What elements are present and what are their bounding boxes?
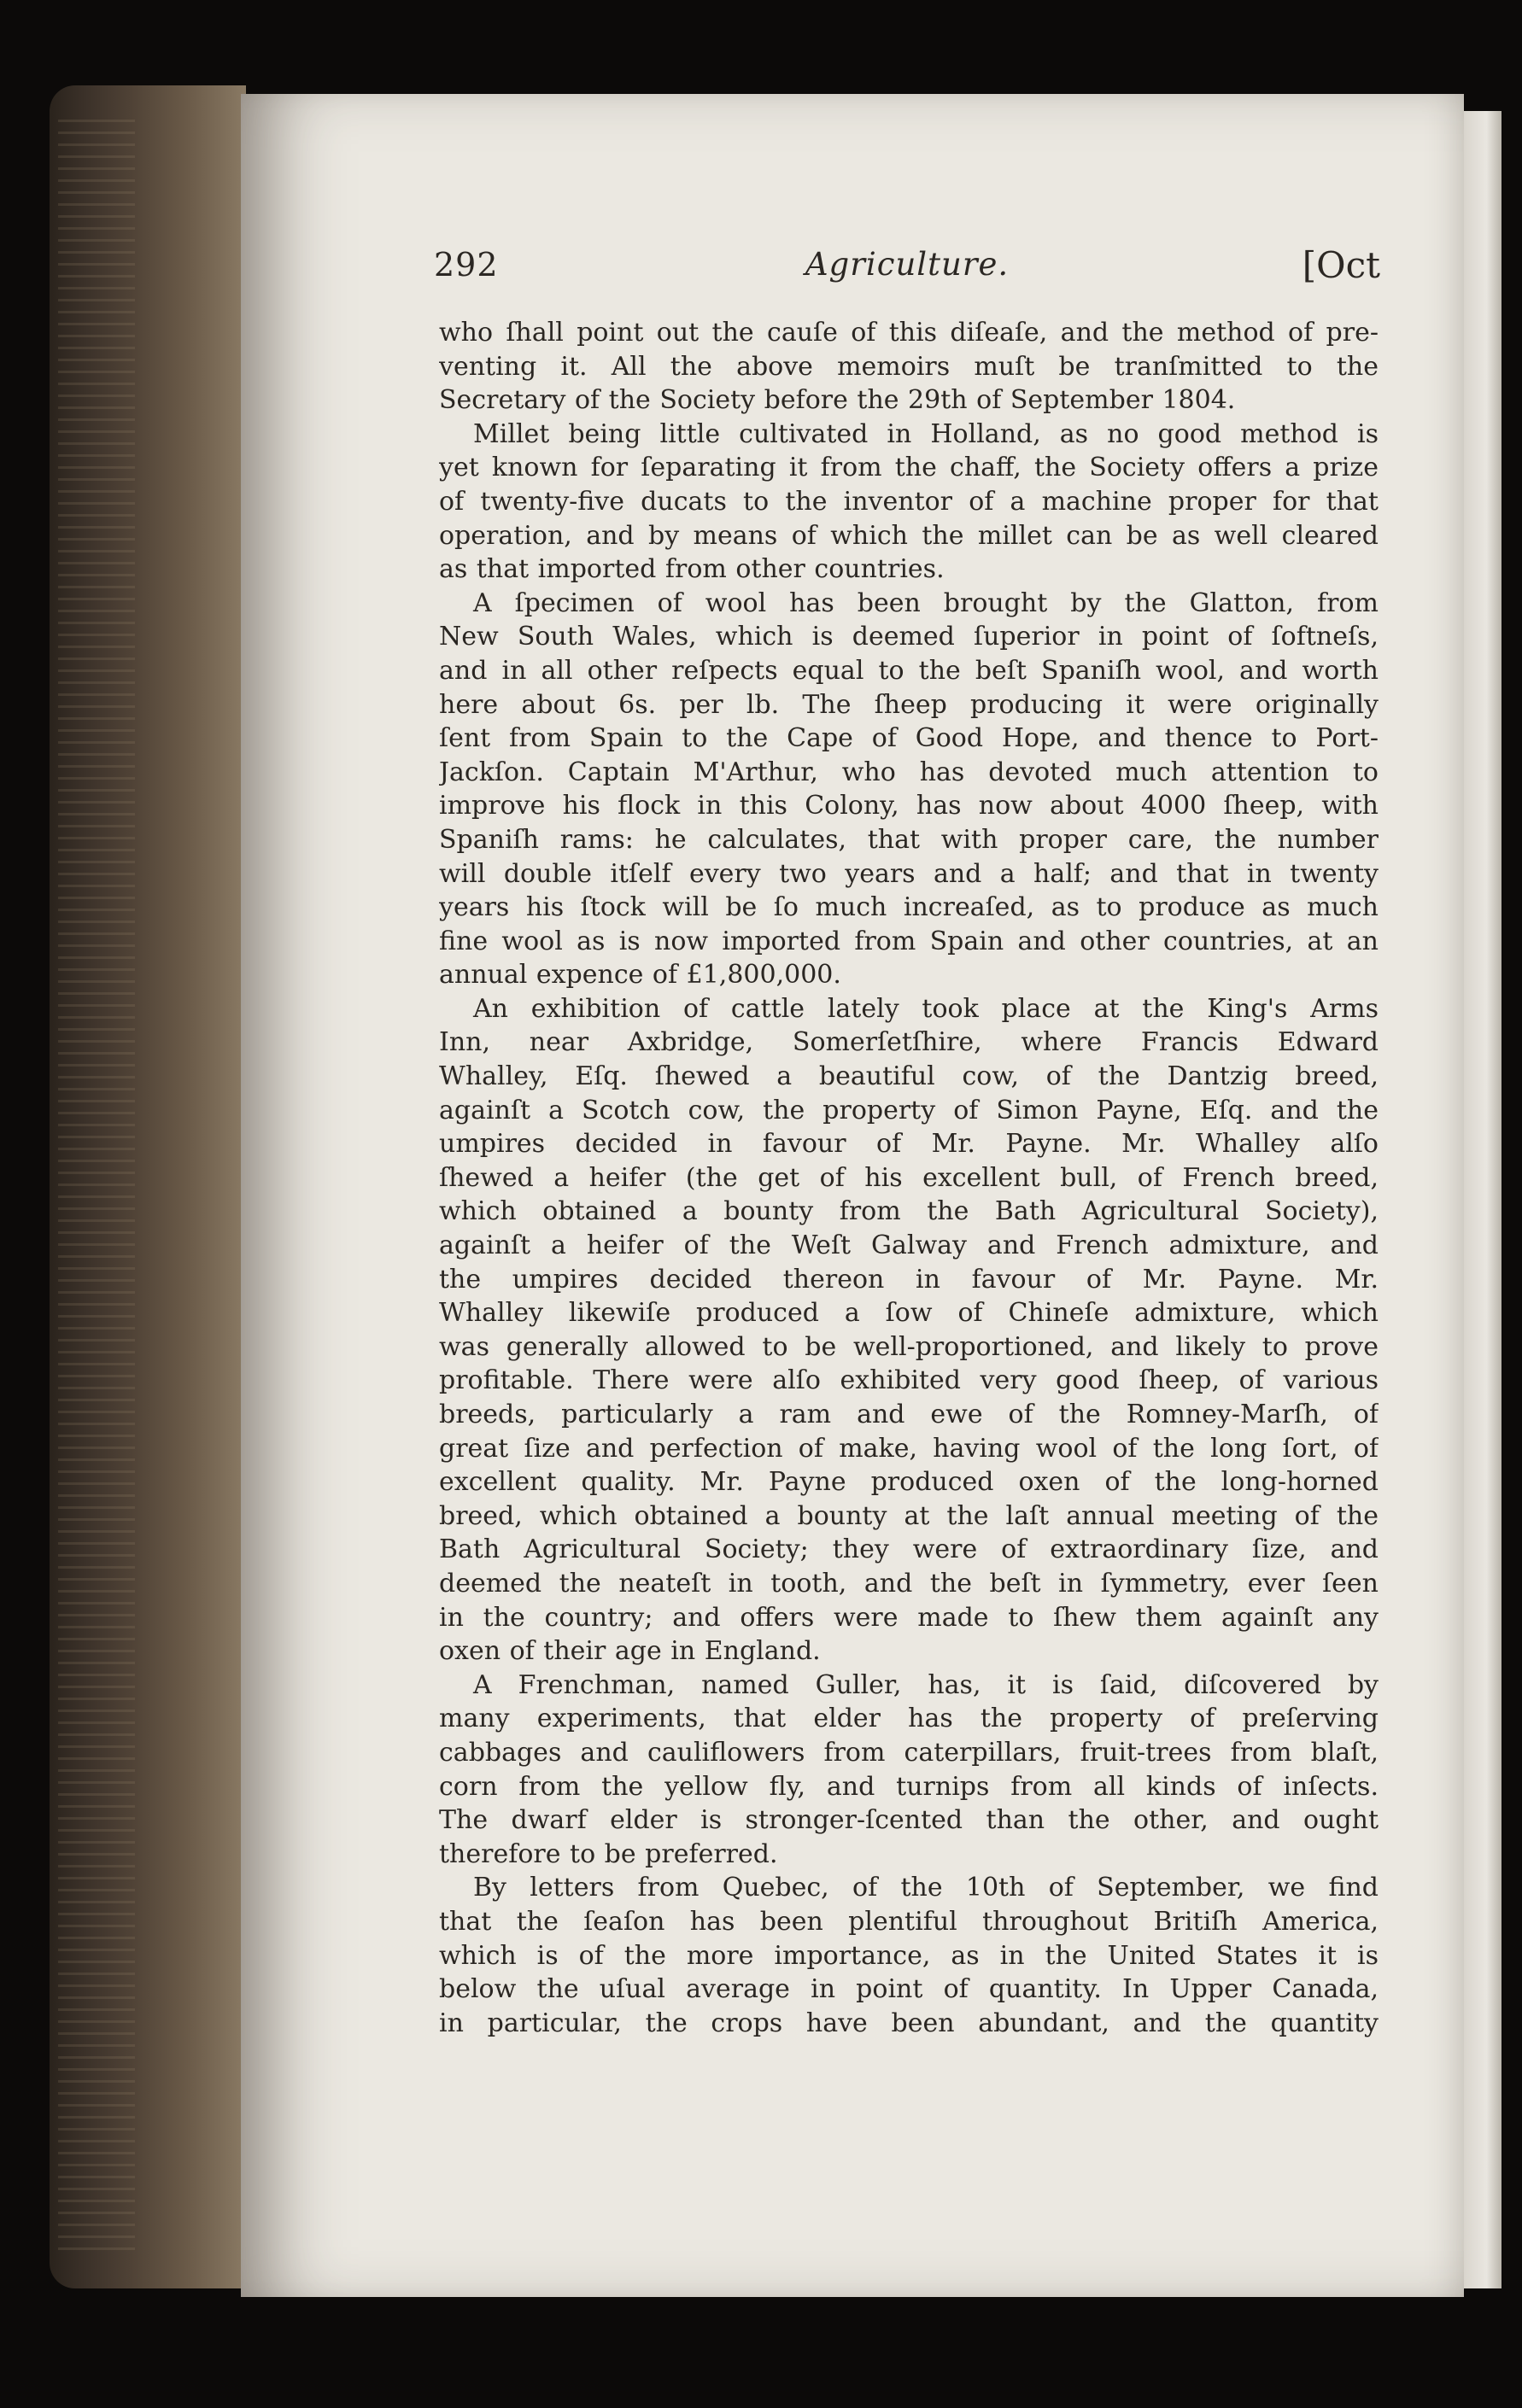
text-line: operation, and by means of which the millet can be as well cleared — [439, 520, 1379, 551]
text-line: venting it. All the above memoirs muſt be tranſmitted to the — [439, 351, 1379, 382]
text-line: breed, which obtained a bounty at the laſt annual meeting of the — [439, 1500, 1379, 1531]
text-line: improve his flock in this Colony, has now about 4000 ſheep, with — [439, 791, 1379, 821]
text-line: as that imported from other countries. — [439, 554, 945, 585]
text-line: profitable. There were alſo exhibited very good ſheep, of various — [439, 1365, 1379, 1396]
text-line: umpires decided in favour of Mr. Payne. Mr. Whalley alſo — [439, 1129, 1379, 1160]
text-line: An exhibition of cattle lately took place at the King's Arms — [473, 993, 1379, 1024]
text-line: fine wool as is now imported from Spain and other countries, at an — [439, 926, 1379, 956]
text-line: deemed the neateſt in tooth, and the beſt in ſymmetry, ever ſeen — [439, 1568, 1379, 1599]
text-line: will double itſelf every two years and a half; and that in twenty — [439, 858, 1379, 889]
page-header — [434, 246, 1380, 297]
text-line: of twenty-five ducats to the inventor of a machine proper for that — [439, 486, 1379, 517]
text-line: A ſpecimen of wool has been brought by the Glatton, from — [473, 587, 1379, 618]
text-line: years his ſtock will be ſo much increaſed, as to produce as much — [439, 892, 1379, 923]
text-line: againſt a heifer of the Weſt Galway and French admixture, and — [439, 1230, 1379, 1261]
text-line: A Frenchman, named Guller, has, it is ſaid, diſcovered by — [473, 1669, 1379, 1700]
text-line: which obtained a bounty from the Bath Agricultural Society), — [439, 1196, 1379, 1227]
text-line: that the ſeaſon has been plentiful throughout Britiſh America, — [439, 1906, 1379, 1937]
text-line: and in all other reſpects equal to the beſt Spaniſh wool, and worth — [439, 655, 1379, 686]
text-line: Secretary of the Society before the 29th of September 1804. — [439, 385, 1236, 416]
book-spine-edge — [50, 85, 246, 2288]
text-line: who ſhall point out the cauſe of this diſeaſe, and the method of pre- — [439, 318, 1379, 348]
text-line: Millet being little cultivated in Holland, as no good method is — [473, 418, 1379, 449]
text-line: in the country; and offers were made to ſhew them againſt any — [439, 1602, 1379, 1633]
text-line: in particular, the crops have been abundant, and the quantity — [439, 2008, 1379, 2038]
text-line: Whalley, Eſq. ſhewed a beautiful cow, of the Dantzig breed, — [439, 1061, 1379, 1092]
text-line: Jackſon. Captain M'Arthur, who has devoted much attention to — [439, 757, 1379, 787]
text-line: which is of the more importance, as in the United States it is — [439, 1940, 1379, 1971]
text-line: annual expence of £1,800,000. — [439, 960, 841, 991]
running-title: Agriculture. — [805, 246, 1010, 283]
text-line: By letters from Quebec, of the 10th of September, we find — [473, 1873, 1379, 1903]
text-line: Bath Agricultural Society; they were of extraordinary ſize, and — [439, 1534, 1379, 1565]
text-line: Inn, near Axbridge, Somerſetſhire, where Francis Edward — [439, 1027, 1379, 1058]
text-line: therefore to be preferred. — [439, 1838, 778, 1869]
text-line: ſent from Spain to the Cape of Good Hope, and thence to Port- — [439, 723, 1379, 754]
text-line: many experiments, that elder has the property of preſerving — [439, 1704, 1379, 1734]
text-line: the umpires decided thereon in favour of Mr. Payne. Mr. — [439, 1264, 1379, 1295]
text-line: corn from the yellow fly, and turnips from all kinds of inſects. — [439, 1771, 1379, 1802]
text-line: yet known for ſeparating it from the chaff, the Society offers a prize — [439, 453, 1379, 483]
text-line: ſhewed a heifer (the get of his excellent bull, of French breed, — [439, 1162, 1379, 1193]
text-line: excellent quality. Mr. Payne produced oxen of the long-horned — [439, 1467, 1379, 1498]
text-line: breeds, particularly a ram and ewe of the Romney-Marſh, of — [439, 1400, 1379, 1429]
text-line: Spaniſh rams: he calculates, that with proper care, the number — [439, 824, 1379, 855]
month-mark: [Oct — [1302, 244, 1380, 286]
page-number: 292 — [434, 246, 499, 283]
text-line: great ſize and perfection of make, having wool of the long ſort, of — [439, 1433, 1379, 1464]
text-line: cabbages and cauliflowers from caterpillars, fruit-trees from blaſt, — [439, 1737, 1379, 1768]
body-text — [439, 316, 1379, 2040]
text-line: againſt a Scotch cow, the property of Simon Payne, Eſq. and the — [439, 1095, 1379, 1125]
text-line: Whalley likewiſe produced a ſow of Chineſe admixture, which — [439, 1298, 1379, 1329]
text-line: below the uſual average in point of quantity. In Upper Canada, — [439, 1974, 1379, 2005]
text-line: oxen of their age in England. — [439, 1636, 821, 1667]
next-page-edge — [1464, 111, 1502, 2288]
text-line: here about 6s. per lb. The ſheep producing it were originally — [439, 689, 1379, 720]
text-line: was generally allowed to be well-proportioned, and likely to prove — [439, 1331, 1379, 1362]
text-line: The dwarf elder is stronger-ſcented than the other, and ought — [439, 1805, 1379, 1836]
text-line: New South Wales, which is deemed ſuperior in point of ſoftneſs, — [439, 622, 1379, 652]
